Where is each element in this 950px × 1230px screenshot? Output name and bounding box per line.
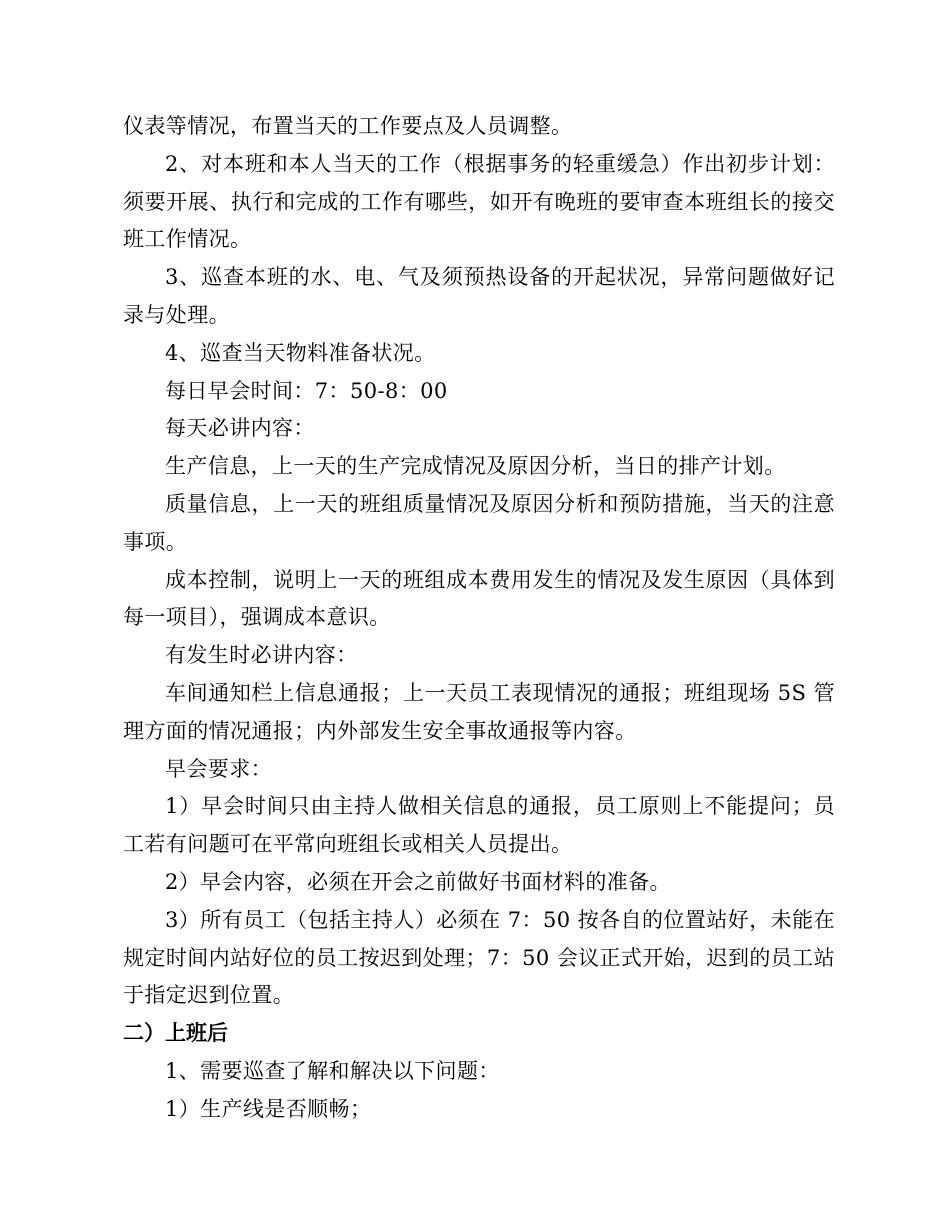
paragraph-item-4: 4、巡查当天物料准备状况。 (165, 340, 436, 365)
paragraph-item-3: 3、巡查本班的水、电、气及须预热设备的开起状况，异常问题做好记录与处理。 (123, 265, 835, 327)
paragraph-cost-control: 成本控制，说明上一天的班组成本费用发生的情况及发生原因（具体到每一项目），强调成本意识。 (123, 567, 835, 630)
paragraph-requirement-1: 1）早会时间只由主持人做相关信息的通报，员工原则上不能提问；员工若有问题可在平常向班组长或相关人员提出。 (123, 794, 835, 857)
paragraph-requirement-2: 2）早会内容，必须在开会之前做好书面材料的准备。 (165, 869, 671, 894)
paragraph-meeting-requirements-label: 早会要求： (165, 756, 272, 781)
section-heading-after-start: 二）上班后 (123, 1021, 228, 1046)
paragraph-notices: 车间通知栏上信息通报；上一天员工表现情况的通报；班组现场 5S 管理方面的情况通报；内外部发生安全事故通报等内容。 (123, 680, 835, 743)
document-body (123, 108, 835, 1129)
paragraph-production-info: 生产信息，上一天的生产完成情况及原因分析，当日的排产计划。 (165, 454, 786, 479)
paragraph-continuation: 仪表等情况，布置当天的工作要点及人员调整。 (123, 114, 573, 138)
paragraph-requirement-3: 3）所有员工（包括主持人）必须在 7：50 按各自的位置站好，未能在规定时间内站好位的员工按迟到处理；7：50 会议正式开始，迟到的员工站于指定迟到位置。 (123, 907, 835, 1008)
paragraph-inspection-item-1: 1、需要巡查了解和解决以下问题： (165, 1058, 500, 1083)
paragraph-quality-info: 质量信息，上一天的班组质量情况及原因分析和预防措施，当天的注意事项。 (123, 491, 835, 554)
paragraph-daily-topics-label: 每天必讲内容： (165, 416, 315, 441)
paragraph-meeting-time: 每日早会时间：7：50-8：00 (165, 378, 448, 403)
paragraph-inspection-sub-1: 1）生产线是否顺畅； (165, 1096, 372, 1121)
paragraph-item-2: 2、对本班和本人当天的工作（根据事务的轻重缓急）作出初步计划：须要开展、执行和完成的工作有哪些，如开有晚班的要审查本班组长的接交班工作情况。 (123, 151, 835, 252)
paragraph-occasional-topics-label: 有发生时必讲内容： (165, 643, 358, 668)
